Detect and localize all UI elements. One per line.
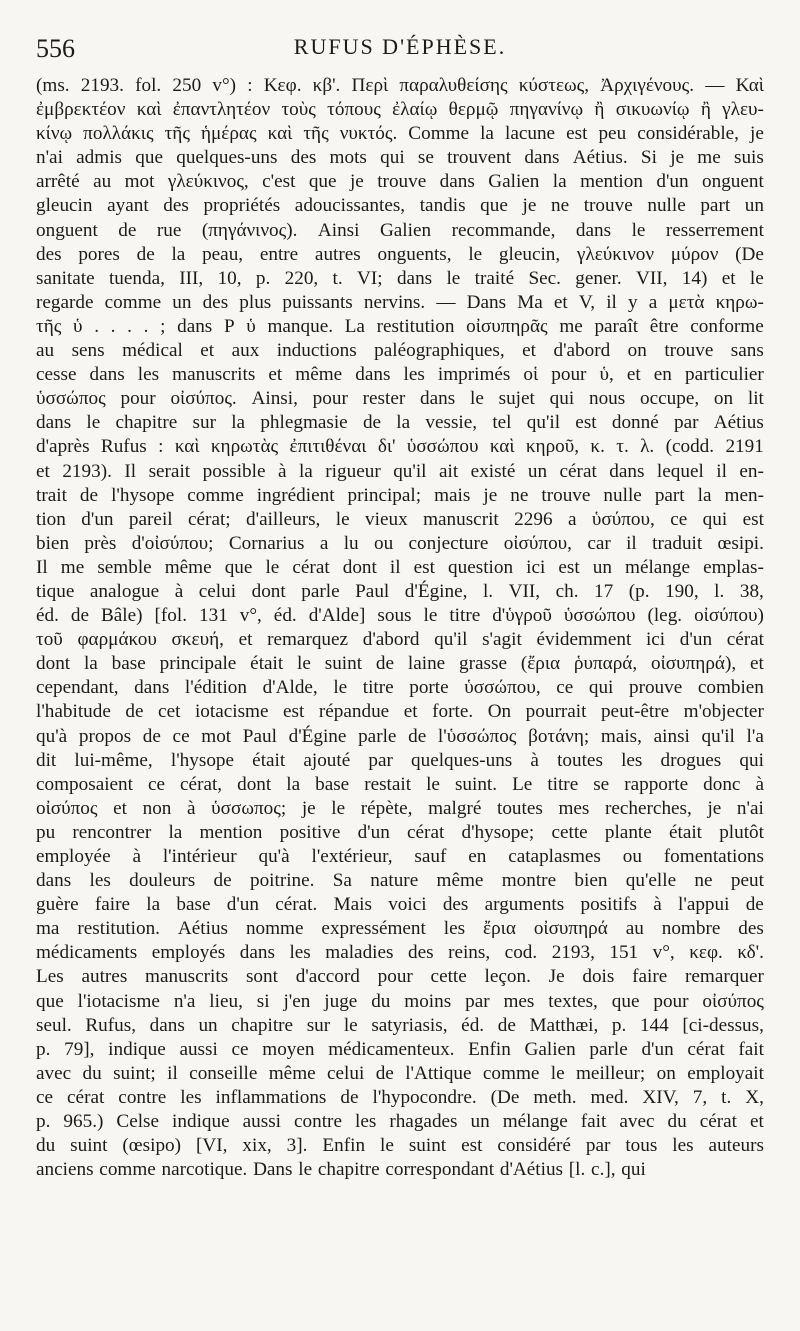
text-line: avec du suint; il conseille même celui de l'Attique comme le meilleur; on employait (36, 1062, 764, 1084)
text-line: éd. de Bâle) [fol. 131 v°, éd. d'Alde] sous le titre d'ὑγροῦ ὑσσώπου (leg. οἰσύπου) (36, 605, 764, 627)
page-number: 556 (36, 34, 75, 63)
text-line: ce cérat contre les inflammations de l'hypocondre. (De meth. med. XIV, 7, t. X, (36, 1086, 764, 1108)
text-line: dont la base principale était le suint de laine grasse (ἔρια ῥυπαρά, οἰσυπηρά), et (36, 653, 764, 675)
text-line: tique analogue à celui dont parle Paul d'Égine, l. VII, ch. 17 (p. 190, l. 38, (36, 580, 764, 602)
text-line: gleucin ayant des propriétés adoucissantes, tandis que je ne trouve nulle part un (36, 195, 764, 217)
text-line: au sens médical et aux inductions paléographiques, et d'abord on trouve sans (36, 340, 764, 362)
text-line: (ms. 2193. fol. 250 v°) : Κεφ. κβ'. Περὶ παραλυθείσης κύστεως, Ἀρχιγένους. — Καὶ (36, 75, 764, 96)
text-line: et 2193). Il serait possible à la rigueur qu'il ait existé un cérat dans lequel il en- (36, 460, 764, 482)
text-line: ma restitution. Aétius nomme expressément les ἔρια οἰσυπηρά au nombre des (36, 918, 764, 940)
text-line: n'ai admis que quelques-uns des mots qui se trouvent dans Aétius. Si je me suis (36, 147, 764, 169)
text-line: composaient ce cérat, dont la base restait le suint. Le titre se rapporte donc à (36, 773, 764, 795)
text-line: trait de l'hysope comme ingrédient principal; mais je ne trouve nulle part la men- (36, 484, 764, 506)
text-line: Il me semble même que le cérat dont il est question ici est un mélange emplas- (36, 556, 764, 578)
text-line: seul. Rufus, dans un chapitre sur le satyriasis, éd. de Matthæi, p. 144 [ci-dessus, (36, 1014, 764, 1036)
text-line: ὑσσώπος pour οἰσύπος. Ainsi, pour rester dans le sujet qui nous occupe, on lit (36, 388, 764, 410)
text-line: ἐμβρεκτέον καὶ ἐπαντλητέον τοὺς τόπους ἐλαίῳ θερμῷ πηγανίνῳ ἢ σικυωνίῳ ἢ γλευ- (36, 99, 764, 121)
text-line: dans le chapitre sur la phlegmasie de la vessie, tel qu'il est donné par Aétius (36, 412, 764, 434)
text-line: οἰσύπος et non à ὑσσωπος; je le répète, malgré toutes mes recherches, je n'ai (36, 797, 764, 819)
text-line: tion d'un pareil cérat; d'ailleurs, le vieux manuscrit 2296 a ὑσύπου, ce qui est (36, 508, 764, 530)
running-title: RUFUS D'ÉPHÈSE. (293, 34, 507, 59)
text-line: sanitate tuenda, III, 10, p. 220, t. VI; dans le traité Sec. gener. VII, 14) et le (36, 267, 764, 289)
text-line: τοῦ φαρμάκου σκευή, et remarquez d'abord qu'il s'agit évidemment ici d'un cérat (36, 629, 764, 651)
text-line: qu'à propos de ce mot Paul d'Égine parle de l'ὑσσώπος βοτάνη; mais, ainsi qu'il l'a (36, 725, 764, 747)
text-line: pu rencontrer la mention positive d'un cérat d'hysope; cette plante était plutôt (36, 821, 764, 843)
text-line: guère faire la base d'un cérat. Mais voici des arguments positifs à l'appui de (36, 894, 764, 916)
text-line: p. 79], indique aussi ce moyen médicamenteux. Enfin Galien parle d'un cérat fait (36, 1038, 764, 1060)
text-line: anciens comme narcotique. Dans le chapitre correspondant d'Aétius [l. c.], qui (36, 1159, 646, 1181)
text-line: cependant, dans l'édition d'Alde, le titre porte ὑσσώπου, ce qui prouve combien (36, 677, 764, 699)
text-line: l'habitude de cet iotacisme est répandue et forte. On pourrait peut-être m'objecter (36, 701, 764, 723)
text-line: Les autres manuscrits sont d'accord pour cette leçon. Je dois faire remarquer (36, 966, 764, 988)
body-text (36, 74, 764, 1182)
text-line: p. 965.) Celse indique aussi contre les rhagades un mélange fait avec du cérat et (36, 1111, 764, 1133)
page-header (36, 34, 764, 64)
text-line: arrêté au mot γλεύκινος, c'est que je trouve dans Galien la mention d'un onguent (36, 171, 764, 193)
text-line: que l'iotacisme n'a lieu, si j'en juge du moins par mes textes, que pour οἰσύπος (36, 990, 764, 1012)
text-line: des pores de la peau, entre autres onguents, le gleucin, γλεύκινον μύρον (De (36, 243, 764, 265)
text-line: d'après Rufus : καὶ κηρωτὰς ἐπιτιθέναι δι' ὑσσώπου καὶ κηροῦ, κ. τ. λ. (codd. 2191 (36, 436, 764, 458)
text-line: du suint (œsipo) [VI, xix, 3]. Enfin le suint est considéré par tous les auteurs (36, 1135, 764, 1157)
text-line: cesse dans les manuscrits et même dans les imprimés οἱ pour ὑ, et en particulier (36, 364, 764, 386)
text-line: médicaments employés dans les maladies des reins, cod. 2193, 151 v°, κεφ. κδ'. (36, 942, 764, 964)
text-line: dans les douleurs de poitrine. Sa nature même montre bien qu'elle ne peut (36, 870, 764, 892)
text-line: regarde comme un des plus puissants nervins. — Dans Ma et V, il y a μετὰ κηρω- (36, 291, 764, 313)
text-line: dit lui-même, l'hysope était ajouté par quelques-uns à toutes les drogues qui (36, 749, 764, 771)
text-line: κίνῳ πολλάκις τῆς ἡμέρας καὶ τῆς νυκτός. Comme la lacune est peu considérable, je (36, 123, 764, 145)
text-line: bien près d'οἰσύπου; Cornarius a lu ou conjecture οἰσύπου, car il traduit œsipi. (36, 532, 764, 554)
text-line: onguent de rue (πηγάνινος). Ainsi Galien recommande, dans le resserrement (36, 219, 764, 241)
text-line: τῆς ὑ . . . . ; dans P ὑ manque. La restitution οἰσυπηρᾶς me paraît être conforme (36, 315, 764, 337)
text-line: employée à l'intérieur qu'à l'extérieur, sauf en cataplasmes ou fomentations (36, 846, 764, 867)
